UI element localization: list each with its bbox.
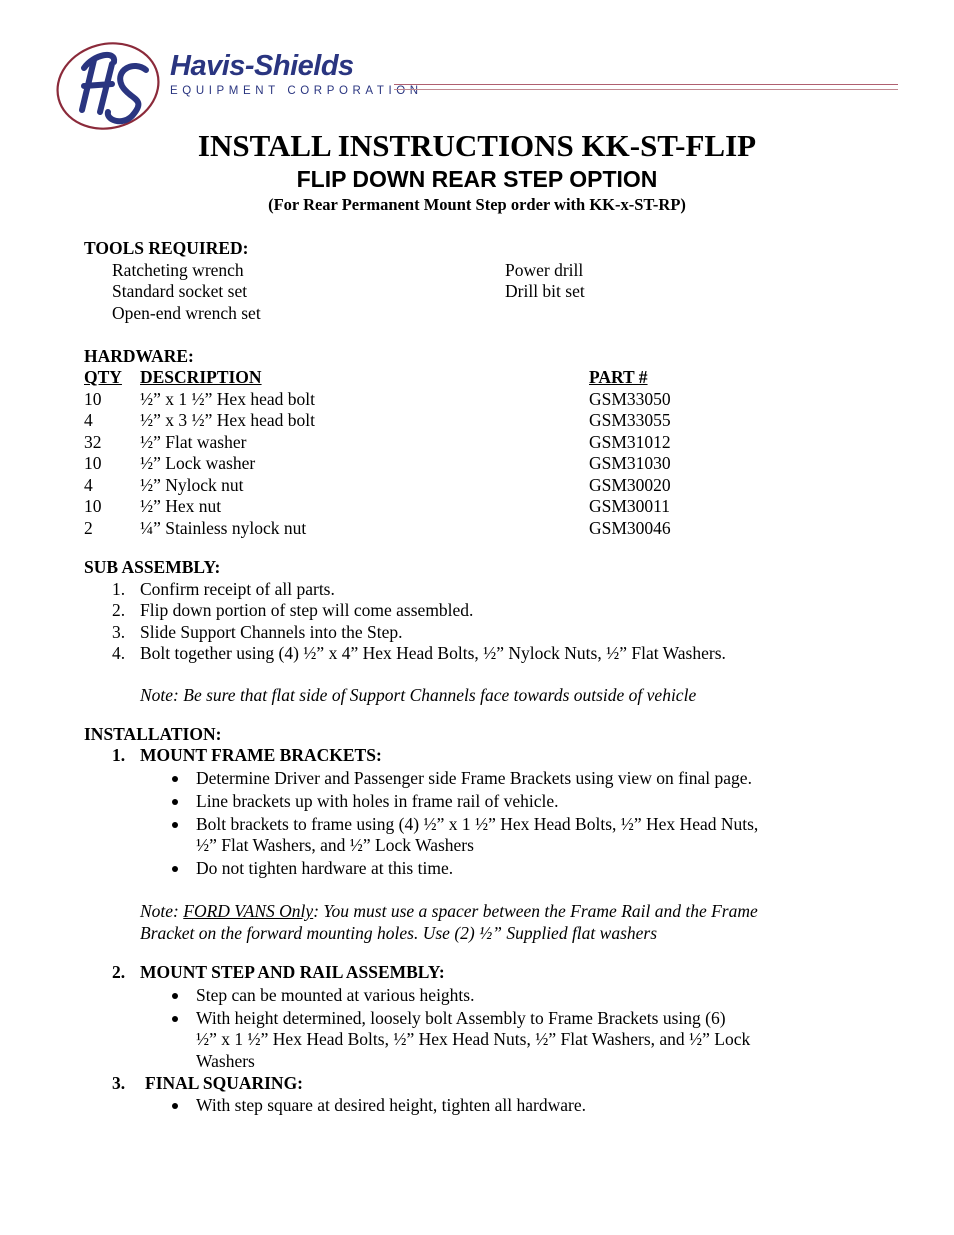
hardware-part: GSM31030 — [589, 453, 671, 473]
bullet-text: Line brackets up with holes in frame rail of vehicle. — [196, 791, 559, 811]
header-rule-2 — [394, 89, 898, 90]
hardware-part: GSM30046 — [589, 518, 671, 538]
hardware-desc: ½” x 3 ½” Hex head bolt — [140, 410, 315, 430]
installation-heading: INSTALLATION: — [84, 724, 222, 744]
bullet-icon — [172, 1103, 178, 1109]
hardware-part: GSM30020 — [589, 475, 671, 495]
hardware-desc: ½” Nylock nut — [140, 475, 244, 495]
section-title: MOUNT FRAME BRACKETS: — [140, 745, 382, 765]
hardware-desc: ½” x 1 ½” Hex head bolt — [140, 389, 315, 409]
step-text: Confirm receipt of all parts. — [140, 579, 335, 599]
bullet-text: ½” Flat Washers, and ½” Lock Washers — [196, 835, 474, 855]
bullet-text: Washers — [196, 1051, 255, 1071]
hardware-col-desc: DESCRIPTION — [140, 367, 262, 387]
section-number: 1. — [112, 745, 126, 765]
hardware-part: GSM30011 — [589, 496, 671, 516]
sub-assembly-heading: SUB ASSEMBLY: — [84, 557, 221, 577]
bullet-text: With height determined, loosely bolt Assembly to Frame Brackets using (6) — [196, 1008, 726, 1028]
hardware-part: GSM31012 — [589, 432, 671, 452]
step-number: 4. — [112, 643, 126, 663]
hardware-col-qty: QTY — [84, 367, 122, 387]
note-rest: : You must use a spacer between the Frame Rail and the Frame — [313, 901, 758, 921]
header-rule — [394, 84, 898, 85]
brand-name: Havis-Shields — [170, 50, 354, 82]
hardware-part: GSM33050 — [589, 389, 671, 409]
hardware-qty: 4 — [84, 410, 93, 430]
step-number: 1. — [112, 579, 126, 599]
tool-item: Power drill — [505, 260, 584, 280]
bullet-icon — [172, 1016, 178, 1022]
sub-assembly-note: Note: Be sure that flat side of Support Channels face towards outside of vehicle — [140, 685, 697, 705]
bullet-icon — [172, 799, 178, 805]
ford-vans-note-line2: Bracket on the forward mounting holes. Use (2) ½” Supplied flat washers — [140, 923, 658, 943]
step-text: Flip down portion of step will come assembled. — [140, 600, 474, 620]
tool-item: Standard socket set — [112, 281, 248, 301]
hardware-desc: ¼” Stainless nylock nut — [140, 518, 307, 538]
bullet-text: ½” x 1 ½” Hex Head Bolts, ½” Hex Head Nuts, ½” Flat Washers, and ½” Lock — [196, 1029, 751, 1049]
hardware-qty: 10 — [84, 496, 102, 516]
bullet-text: Bolt brackets to frame using (4) ½” x 1 ½” Hex Head Bolts, ½” Hex Head Nuts, — [196, 814, 759, 834]
hardware-qty: 32 — [84, 432, 102, 452]
page-title: INSTALL INSTRUCTIONS KK-ST-FLIP — [197, 128, 757, 163]
bullet-text: Do not tighten hardware at this time. — [196, 858, 454, 878]
hardware-col-part: PART # — [589, 367, 648, 387]
bullet-text: Determine Driver and Passenger side Frame Brackets using view on final page. — [196, 768, 752, 788]
hardware-qty: 4 — [84, 475, 93, 495]
tool-item: Open-end wrench set — [112, 303, 261, 323]
page-subnote: (For Rear Permanent Mount Step order with KK-x-ST-RP) — [268, 195, 686, 214]
hardware-qty: 2 — [84, 518, 93, 538]
bullet-text: With step square at desired height, tighten all hardware. — [196, 1095, 586, 1115]
tools-heading: TOOLS REQUIRED: — [84, 238, 249, 258]
company-logo — [54, 40, 166, 132]
ford-vans-note — [140, 901, 758, 922]
step-text: Bolt together using (4) ½” x 4” Hex Head Bolts, ½” Nylock Nuts, ½” Flat Washers. — [140, 643, 726, 663]
section-number: 2. — [112, 962, 126, 982]
bullet-icon — [172, 776, 178, 782]
tool-item: Ratcheting wrench — [112, 260, 244, 280]
hardware-desc: ½” Flat washer — [140, 432, 247, 452]
section-title: FINAL SQUARING: — [145, 1073, 304, 1093]
page-subtitle: FLIP DOWN REAR STEP OPTION — [296, 166, 658, 192]
hardware-qty: 10 — [84, 453, 102, 473]
step-text: Slide Support Channels into the Step. — [140, 622, 403, 642]
bullet-icon — [172, 993, 178, 999]
brand-subtitle: EQUIPMENT CORPORATION — [170, 85, 423, 97]
section-number: 3. — [112, 1073, 126, 1093]
hardware-part: GSM33055 — [589, 410, 671, 430]
section-title: MOUNT STEP AND RAIL ASSEMBLY: — [140, 962, 445, 982]
tool-item: Drill bit set — [505, 281, 585, 301]
bullet-icon — [172, 822, 178, 828]
bullet-icon — [172, 866, 178, 872]
hardware-qty: 10 — [84, 389, 102, 409]
note-prefix: Note: — [140, 901, 184, 921]
step-number: 3. — [112, 622, 126, 642]
hardware-desc: ½” Hex nut — [140, 496, 222, 516]
hardware-heading: HARDWARE: — [84, 346, 194, 366]
bullet-text: Step can be mounted at various heights. — [196, 985, 475, 1005]
hardware-desc: ½” Lock washer — [140, 453, 256, 473]
note-underline: FORD VANS Only — [183, 901, 314, 921]
step-number: 2. — [112, 600, 126, 620]
